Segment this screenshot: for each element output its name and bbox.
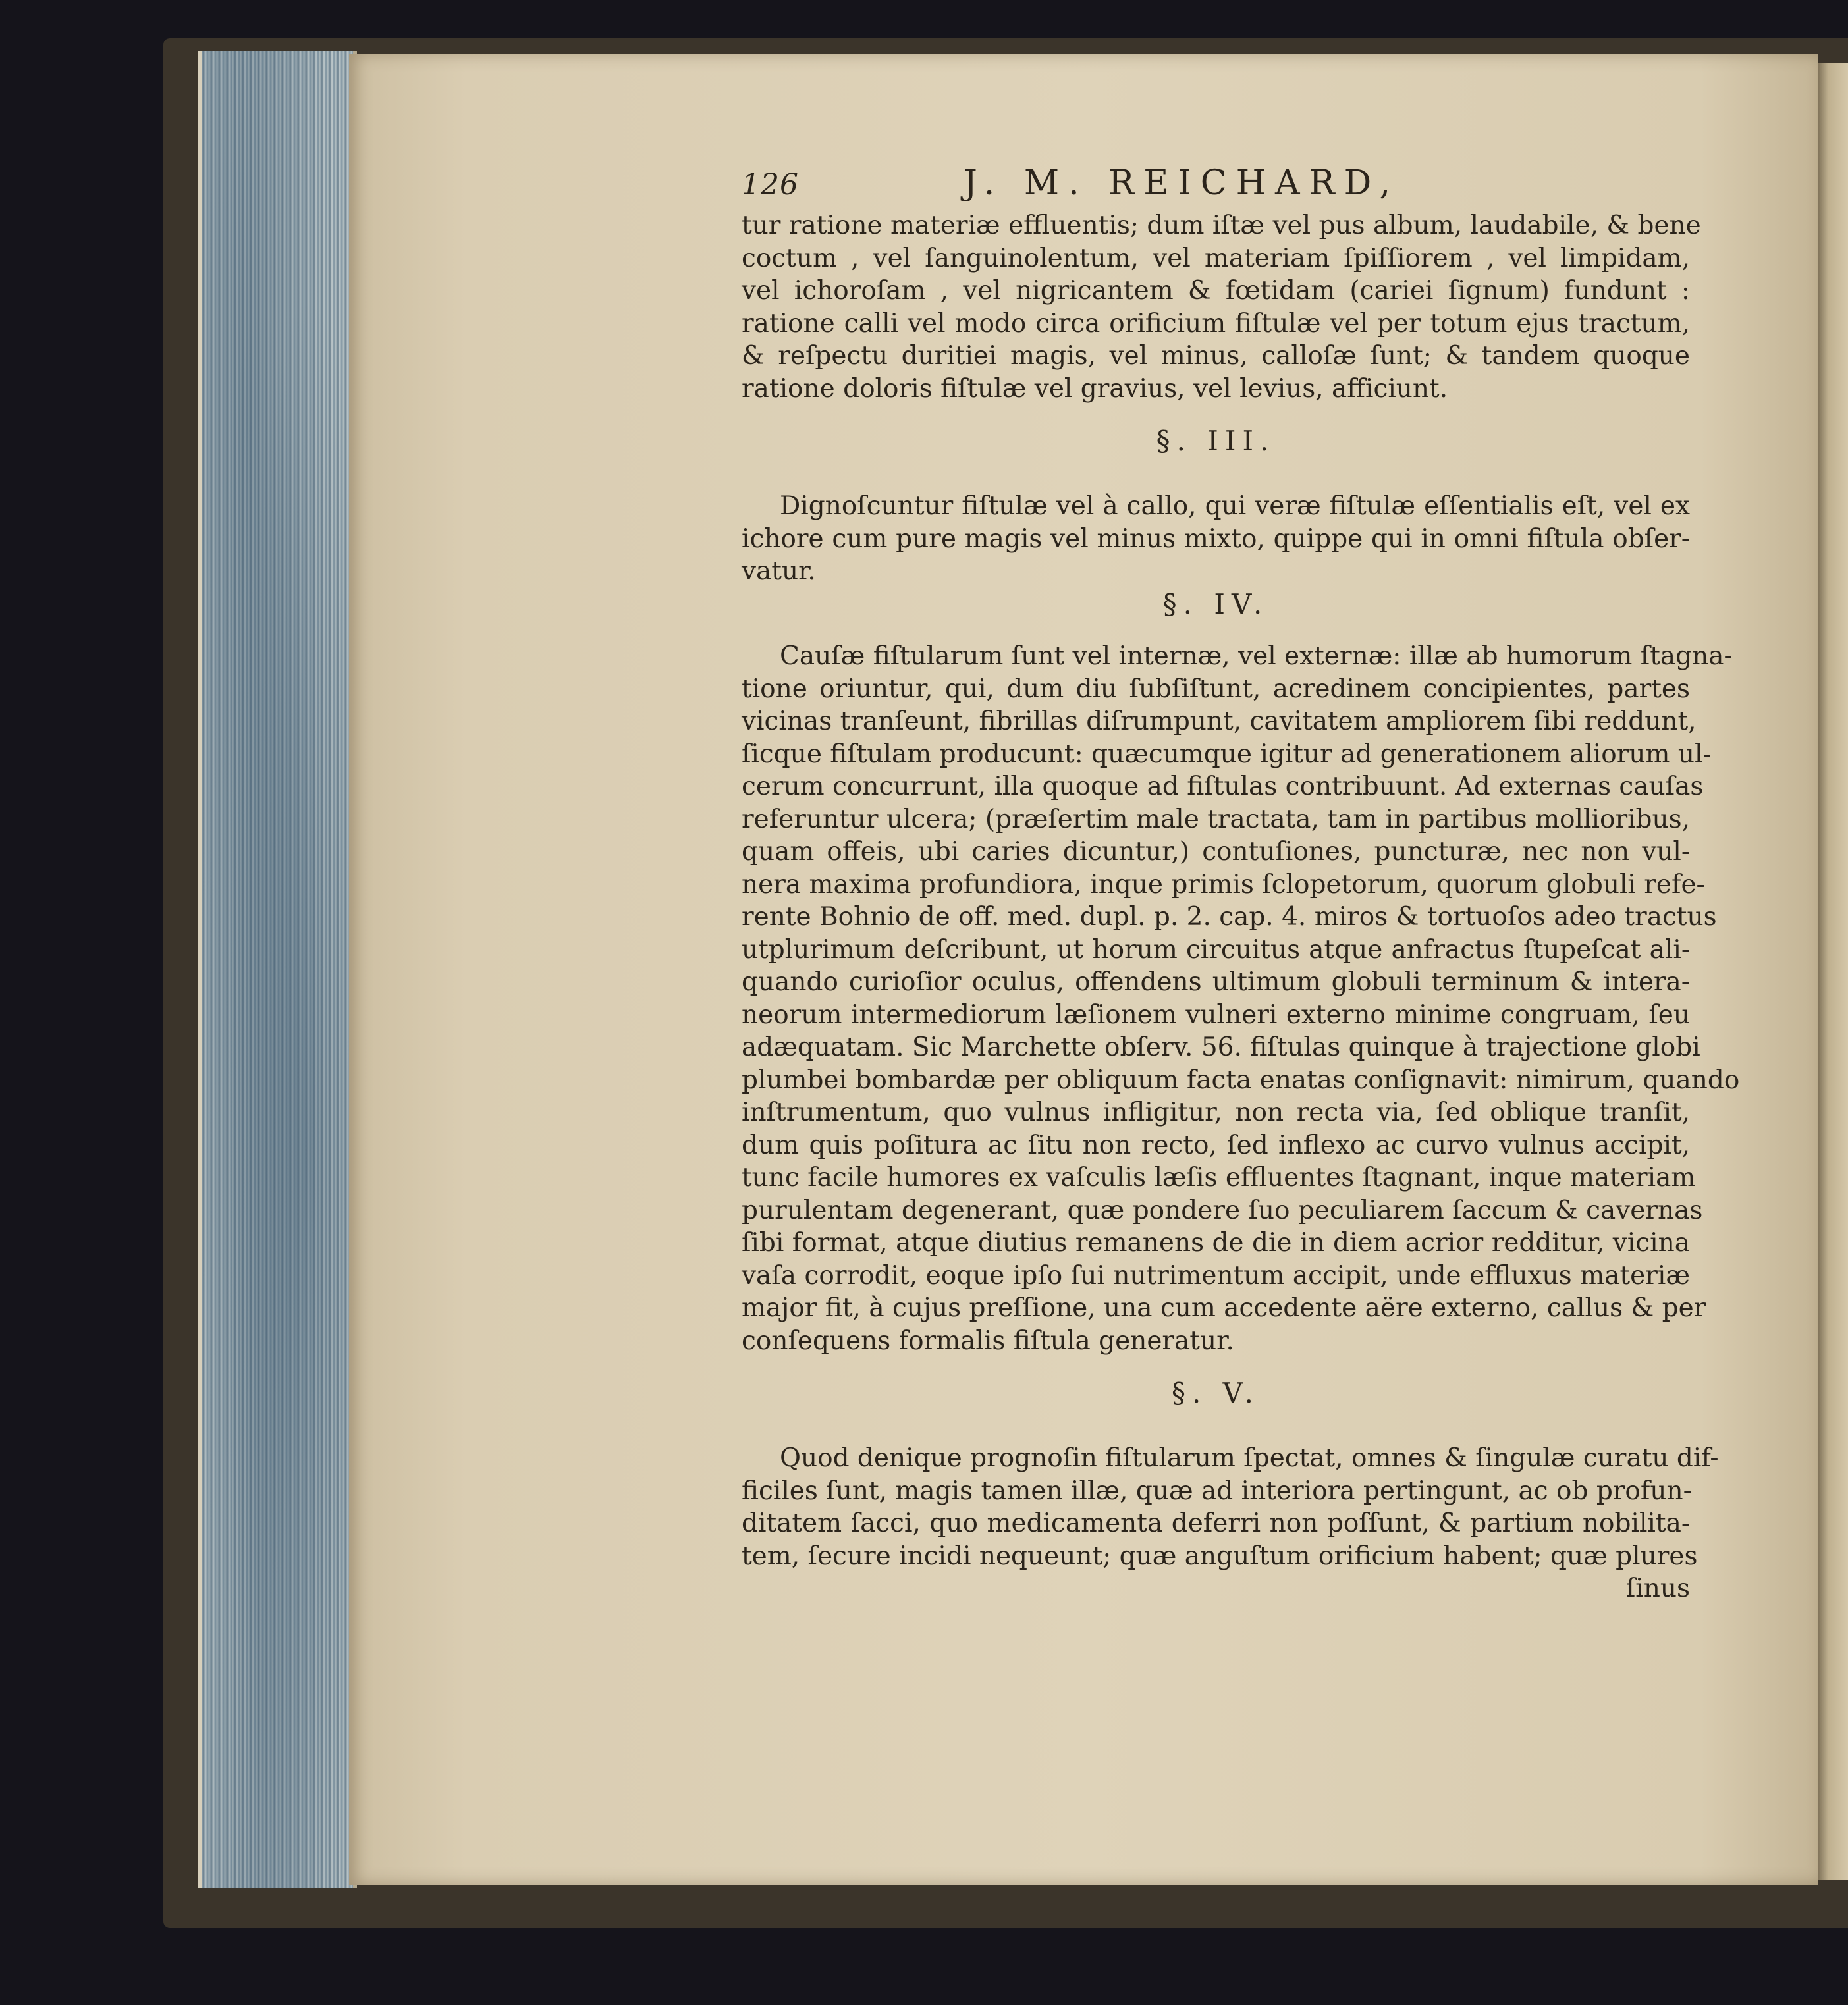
- text-line: Quod denique prognoſin fiſtularum ſpectat, omnes & ſingulæ curatu dif-: [780, 1443, 1719, 1473]
- text-line: vel ichoroſam , vel nigricantem & fœtidam (cariei ſignum) fundunt :: [742, 276, 1690, 306]
- paragraph-4: [742, 1442, 1719, 1605]
- text-line: vaſa corrodit, eoque ipſo ſui nutrimentum accipit, unde effluxus materiæ: [742, 1260, 1690, 1291]
- section-heading-4: §. IV.: [1162, 587, 1269, 620]
- text-line: conſequens formalis fiſtula generatur.: [742, 1325, 1234, 1356]
- text-line: ditatem ſacci, quo medicamenta deferri non poſſunt, & partium nobilita-: [742, 1509, 1690, 1538]
- text-line: & reſpectu duritiei magis, vel minus, calloſæ ſunt; & tandem quoque: [742, 341, 1690, 371]
- text-line: tunc facile humores ex vaſculis læſis effluentes ſtagnant, inque materiam: [742, 1163, 1696, 1192]
- text-line: ſicque fiſtulam producunt: quæcumque igitur ad generationem aliorum ul-: [742, 739, 1712, 769]
- catchword: ſinus: [1625, 1574, 1690, 1603]
- text-line: purulentam degenerant, quæ pondere ſuo peculiarem ſaccum & cavernas: [742, 1195, 1703, 1225]
- text-line: dum quis poſitura ac ſitu non recto, ſed inflexo ac curvo vulnus accipit,: [742, 1130, 1690, 1160]
- text-line: tione oriuntur, qui, dum diu ſubſiſtunt, acredinem concipientes, partes: [742, 674, 1690, 704]
- text-line: ſibi format, atque diutius remanens de die in diem acrior redditur, vicina: [742, 1228, 1690, 1258]
- text-line: ichore cum pure magis vel minus mixto, quippe qui in omni fiſtula obſer-: [742, 523, 1690, 554]
- text-line: neorum intermediorum læſionem vulneri externo minime congruam, ſeu: [742, 1000, 1690, 1030]
- text-line: ficiles ſunt, magis tamen illæ, quæ ad interiora pertingunt, ac ob profun-: [742, 1476, 1692, 1506]
- text-line: utplurimum deſcribunt, ut horum circuitus atque anfractus ſtupeſcat ali-: [742, 934, 1690, 965]
- text-line: nera maxima profundiora, inque primis ſclopetorum, quorum globuli refe-: [742, 869, 1705, 899]
- page-text: [742, 163, 1740, 1605]
- running-head: [742, 163, 1690, 209]
- text-line: coctum , vel ſanguinolentum, vel materiam ſpiſſiorem , vel limpidam,: [742, 243, 1690, 273]
- text-line: vatur.: [742, 556, 816, 586]
- text-line: plumbei bombardæ per obliquum facta enatas conſignavit: nimirum, quando: [742, 1065, 1740, 1095]
- text-line: Dignoſcuntur fiſtulæ vel à callo, qui veræ fiſtulæ eſſentialis eſt, vel ex: [780, 491, 1690, 521]
- edge-mottle: [202, 51, 353, 1888]
- paragraph-1: [742, 209, 1701, 405]
- text-line: major fit, à cujus preſſione, una cum accedente aëre externo, callus & per: [742, 1293, 1706, 1323]
- text-line: ratione calli vel modo circa orificium fiſtulæ vel per totum ejus tractum,: [742, 308, 1690, 338]
- section-heading-3: §. III.: [1156, 425, 1276, 457]
- text-line: cerum concurrunt, illa quoque ad fiſtulas contribuunt. Ad externas cauſas: [742, 772, 1704, 801]
- paragraph-2: [742, 490, 1690, 588]
- page-number: 126: [742, 168, 799, 201]
- section-heading-5: §. V.: [1171, 1377, 1261, 1409]
- text-line: adæquatam. Sic Marchette obſerv. 56. fiſtulas quinque à trajectione globi: [742, 1032, 1700, 1062]
- text-line: quando curioſior oculus, offendens ultimum globuli terminum & intera-: [742, 967, 1690, 997]
- author-name: J. M. REICHARD,: [963, 163, 1400, 203]
- text-line: rente Bohnio de off. med. dupl. p. 2. cap. 4. miros & tortuoſos adeo tractus: [742, 902, 1717, 932]
- facing-page-edge: [1815, 63, 1848, 1880]
- text-line: Cauſæ fiſtularum ſunt vel internæ, vel externæ: illæ ab humorum ſtagna-: [780, 641, 1733, 671]
- text-line: referuntur ulcera; (præſertim male tractata, tam in partibus mollioribus,: [742, 804, 1691, 834]
- paragraph-3: [742, 640, 1740, 1357]
- text-line: tem, ſecure incidi nequeunt; quæ anguſtum orificium habent; quæ plures: [742, 1541, 1698, 1571]
- text-line: tur ratione materiæ effluentis; dum iſtæ vel pus album, laudabile, & bene: [742, 211, 1701, 240]
- text-line: quam offeis, ubi caries dicuntur,) contuſiones, puncturæ, nec non vul-: [742, 837, 1690, 867]
- page-edges: [198, 51, 357, 1888]
- text-line: ratione doloris fiſtulæ vel gravius, vel levius, afficiunt.: [742, 373, 1448, 404]
- text-line: vicinas tranſeunt, fibrillas diſrumpunt, cavitatem ampliorem ſibi reddunt,: [742, 707, 1697, 736]
- text-line: inſtrumentum, quo vulnus infligitur, non recta via, ſed oblique tranſit,: [742, 1098, 1690, 1127]
